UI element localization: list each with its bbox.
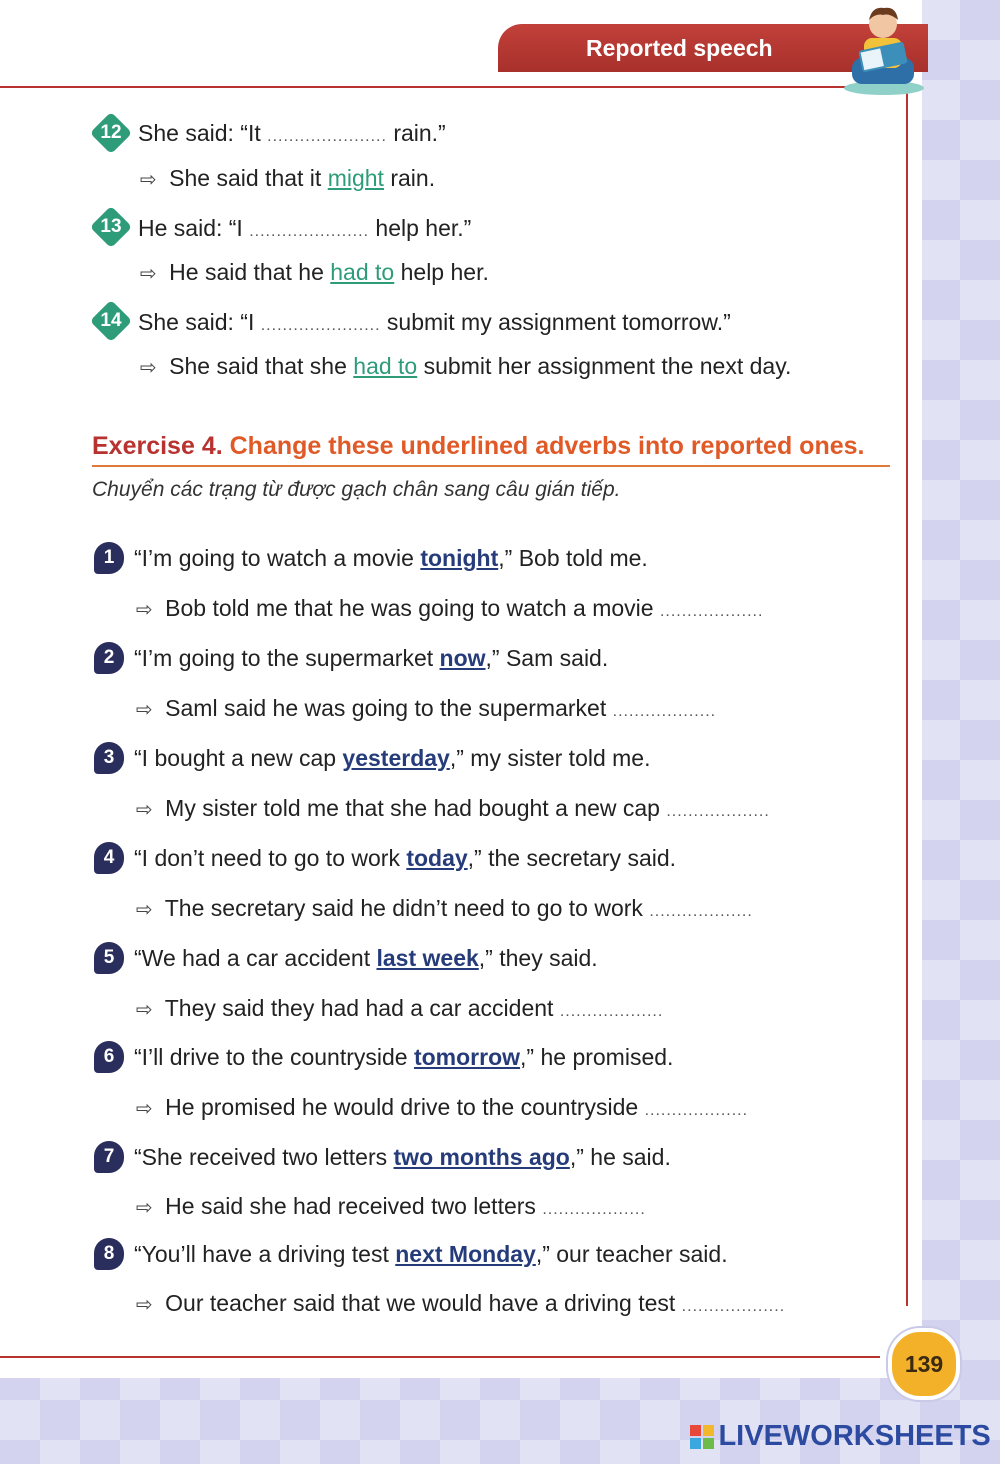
question-line [138, 213, 471, 247]
underlined-adverb: tonight [420, 545, 499, 571]
answer-line [136, 1191, 646, 1225]
reported-text: The secretary said he didn’t need to go to work [164, 895, 643, 921]
question-line [134, 543, 648, 573]
exercise-instruction: Change these underlined adverbs into reported ones. [229, 432, 865, 460]
question-text: ,” he promised. [520, 1044, 674, 1070]
number-badge: 7 [94, 1141, 124, 1173]
frame-top-border [0, 86, 906, 88]
answer-blank[interactable]: ...................... [249, 223, 370, 240]
number-badge: 6 [94, 1041, 124, 1073]
exercise-title [92, 432, 864, 461]
answer-text: help her. [400, 259, 489, 285]
question-text: ,” Sam said. [485, 645, 609, 671]
arrow-right-icon: ⇨ [136, 699, 153, 721]
reading-boy-icon [838, 0, 928, 96]
question-text: “I’m going to watch a movie [134, 545, 414, 571]
answer-blank[interactable]: ...................... [267, 128, 387, 145]
frame-bottom-border [0, 1356, 880, 1358]
answer-blank[interactable]: ................... [542, 1201, 646, 1218]
answer-line [136, 1092, 748, 1126]
question-line [134, 1042, 673, 1072]
question-text: “We had a car accident [134, 945, 371, 971]
exercise-subtitle: Chuyển các trạng từ được gạch chân sang câu gián tiếp. [92, 478, 621, 501]
answer-line [136, 893, 753, 927]
answer-line [140, 351, 791, 383]
answer-blank[interactable]: ................... [612, 703, 717, 720]
page-number: 139 [888, 1328, 960, 1400]
number-badge: 4 [94, 842, 124, 874]
question-line [138, 307, 731, 341]
arrow-right-icon: ⇨ [136, 1294, 153, 1316]
question-text: “I’m going to the supermarket [134, 645, 434, 671]
underlined-adverb: today [406, 845, 468, 871]
underlined-adverb: tomorrow [413, 1044, 521, 1070]
question-text: She said: “I [138, 309, 255, 335]
question-line [134, 643, 608, 673]
liveworksheets-mark-icon [690, 1425, 714, 1449]
arrow-right-icon: ⇨ [136, 899, 153, 921]
question-text: “I’ll drive to the countryside [134, 1044, 408, 1070]
exercise-underline [92, 465, 890, 467]
answer-blank[interactable]: ................... [666, 803, 770, 820]
underlined-adverb: now [439, 645, 486, 671]
answer-text: She said that it [169, 165, 322, 191]
watermark-text: LIVEWORKSHEETS [718, 1420, 991, 1452]
answer-line [136, 1288, 785, 1322]
reported-text: Saml said he was going to the supermarket [165, 695, 607, 721]
number-badge-label: 13 [100, 216, 122, 237]
question-text: She said: “It [138, 120, 261, 146]
arrow-right-icon: ⇨ [136, 1098, 153, 1120]
answer-text: He said that he [169, 259, 324, 285]
number-badge: 1 [94, 542, 124, 574]
question-text: “She received two letters [134, 1144, 388, 1170]
number-badge: 8 [94, 1238, 124, 1270]
arrow-right-icon: ⇨ [136, 1197, 153, 1219]
question-line [134, 943, 598, 973]
reported-text: My sister told me that she had bought a new cap [165, 795, 660, 821]
arrow-right-icon: ⇨ [140, 357, 157, 379]
reported-text: Our teacher said that we would have a driving test [165, 1290, 676, 1316]
answer-text: rain. [390, 165, 436, 191]
question-text: ,” Bob told me. [498, 545, 648, 571]
answer-text: She said that she [169, 353, 347, 379]
header-title: Reported speech [586, 35, 773, 61]
reported-text: They said they had had a car accident [164, 995, 554, 1021]
answer-blank[interactable]: ................... [649, 903, 753, 920]
question-text: ,” our teacher said. [535, 1241, 728, 1267]
arrow-right-icon: ⇨ [140, 169, 157, 191]
answer-blank[interactable]: ...................... [260, 317, 381, 334]
number-badge: 2 [94, 642, 124, 674]
answer-line [140, 257, 489, 289]
answer-blank[interactable]: ................... [644, 1102, 749, 1119]
reported-text: Bob told me that he was going to watch a movie [165, 595, 654, 621]
question-text: “You’ll have a driving test [134, 1241, 389, 1267]
answer-line [136, 593, 763, 627]
number-badge-label: 12 [100, 122, 122, 143]
reported-text: He said she had received two letters [165, 1193, 536, 1219]
question-line [138, 118, 446, 152]
arrow-right-icon: ⇨ [136, 799, 153, 821]
question-line [134, 1239, 728, 1269]
underlined-adverb: last week [376, 945, 479, 971]
question-line [134, 843, 676, 873]
answer-line [136, 793, 770, 827]
reported-text: He promised he would drive to the countryside [165, 1094, 639, 1120]
question-text: ,” they said. [478, 945, 598, 971]
answer-line [136, 993, 663, 1027]
question-text: ,” he said. [569, 1144, 671, 1170]
question-line [134, 1142, 671, 1172]
answer-line [136, 693, 716, 727]
answer-blank[interactable]: ................... [659, 603, 764, 620]
arrow-right-icon: ⇨ [136, 599, 153, 621]
answer-blank[interactable]: ................... [681, 1298, 786, 1315]
answer-blank[interactable]: ................... [559, 1003, 664, 1020]
question-text: He said: “I [138, 215, 243, 241]
answer-text: submit her assignment the next day. [423, 353, 792, 379]
underlined-adverb: two months ago [393, 1144, 570, 1170]
underlined-adverb: yesterday [342, 745, 450, 771]
question-text: submit my assignment tomorrow.” [386, 309, 731, 335]
question-text: help her.” [375, 215, 472, 241]
question-line [134, 743, 651, 773]
liveworksheets-logo [690, 1420, 991, 1456]
answer-highlight: might [327, 165, 384, 191]
answer-highlight: had to [353, 353, 418, 379]
question-text: “I don’t need to go to work [134, 845, 400, 871]
question-text: rain.” [393, 120, 446, 146]
arrow-right-icon: ⇨ [136, 999, 153, 1021]
arrow-right-icon: ⇨ [140, 263, 157, 285]
number-badge: 3 [94, 742, 124, 774]
number-badge: 5 [94, 942, 124, 974]
answer-highlight: had to [330, 259, 395, 285]
question-text: ,” my sister told me. [449, 745, 651, 771]
answer-line [140, 163, 435, 195]
exercise-label: Exercise 4. [92, 432, 223, 460]
underlined-adverb: next Monday [395, 1241, 536, 1267]
frame-right-border [906, 86, 908, 1306]
question-text: “I bought a new cap [134, 745, 337, 771]
question-text: ,” the secretary said. [467, 845, 677, 871]
number-badge-label: 14 [100, 310, 122, 331]
